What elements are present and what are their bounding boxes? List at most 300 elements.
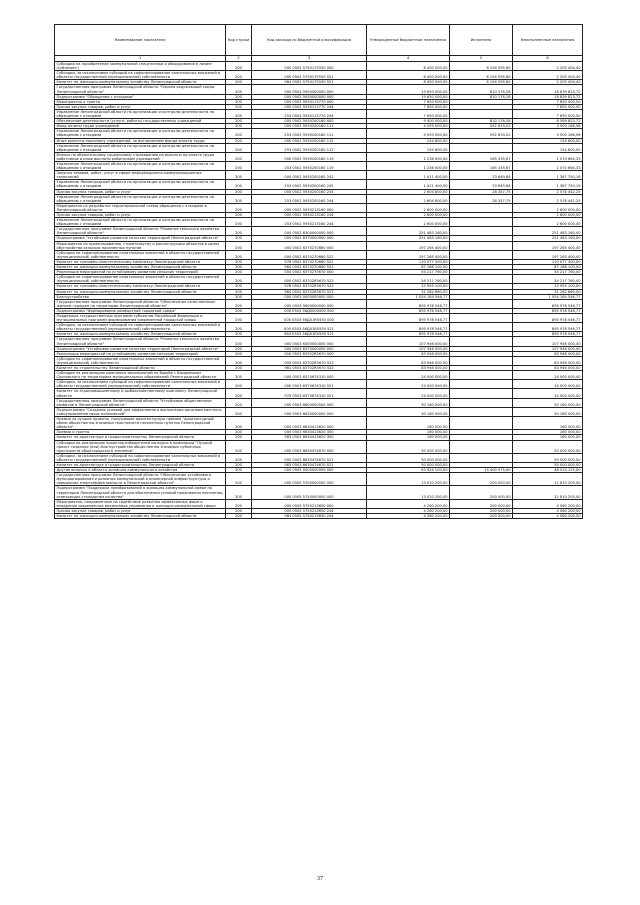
row-unexecuted: 1 054 184 546,77 bbox=[513, 294, 583, 299]
row-budget-code: 000 0503 56Д01R5550 521 bbox=[252, 323, 367, 332]
row-executed: 200 000,00 bbox=[450, 508, 513, 513]
row-approved: 7 650 000,00 bbox=[367, 104, 450, 109]
row-executed bbox=[450, 313, 513, 322]
row-unexecuted: 83 946 000,00 bbox=[513, 366, 583, 371]
row-line-code: 200 bbox=[226, 250, 252, 259]
row-unexecuted: 83 946 000,00 bbox=[513, 356, 583, 365]
row-executed bbox=[450, 440, 513, 453]
row-unexecuted: 4 060 200,00 bbox=[513, 508, 583, 513]
row-budget-code: 000 0505 5750213650 244 bbox=[252, 508, 367, 513]
row-executed: 200 000,00 bbox=[450, 473, 513, 486]
row-executed: 810 176,28 bbox=[450, 85, 513, 94]
row-approved: 2 604 800,00 bbox=[367, 189, 450, 194]
row-unexecuted: 2 576 442,25 bbox=[513, 194, 583, 203]
row-name: Комитет по жилищно-коммунальному хозяйству Ленинградской области bbox=[55, 332, 226, 337]
row-unexecuted: 50 000 000,00 bbox=[513, 440, 583, 453]
table-row bbox=[55, 250, 583, 259]
table-row bbox=[55, 218, 583, 227]
row-unexecuted: 22 955 100,00 bbox=[513, 284, 583, 289]
row-approved: 154 800,00 bbox=[367, 138, 450, 143]
row-line-code: 200 bbox=[226, 371, 252, 380]
row-unexecuted: 3 500 166,98 bbox=[513, 129, 583, 138]
row-approved: 110 077 300,00 bbox=[367, 259, 450, 264]
row-approved: 83 946 000,00 bbox=[367, 366, 450, 371]
row-budget-code: 253 0502 5930200160 242 bbox=[252, 180, 367, 189]
budget-expenditure-table bbox=[54, 24, 583, 519]
row-unexecuted: 107 946 000,00 bbox=[513, 346, 583, 351]
row-approved: 197 265 400,00 bbox=[367, 250, 450, 259]
row-line-code: 200 bbox=[226, 218, 252, 227]
row-line-code: 200 bbox=[226, 289, 252, 294]
row-executed: 165 335,67 bbox=[450, 161, 513, 170]
row-line-code: 200 bbox=[226, 346, 252, 351]
row-unexecuted: 54 217 760,00 bbox=[513, 270, 583, 275]
table-row bbox=[55, 71, 583, 80]
row-approved: 8 400 000,00 bbox=[367, 62, 450, 71]
row-unexecuted: 12 810 200,00 bbox=[513, 486, 583, 499]
row-approved: 4 093 000,00 bbox=[367, 124, 450, 129]
table-row bbox=[55, 453, 583, 462]
row-executed bbox=[450, 407, 513, 416]
row-unexecuted: 2 576 442,25 bbox=[513, 189, 583, 194]
row-unexecuted: 154 800,00 bbox=[513, 138, 583, 143]
row-name: Закупка товаров, работ, услуг в сфере информационно-коммуникационных технологий bbox=[55, 171, 226, 180]
row-line-code: 200 bbox=[226, 99, 252, 104]
row-budget-code: 000 0505 0000000000 000 bbox=[252, 468, 367, 473]
row-approved: 895 978 546,77 bbox=[367, 299, 450, 308]
row-approved: 1 236 000,00 bbox=[367, 161, 450, 170]
row-executed: 165 335,67 bbox=[450, 152, 513, 161]
row-approved: 895 978 546,77 bbox=[367, 308, 450, 313]
row-line-code: 200 bbox=[226, 241, 252, 250]
row-approved: 4 260 200,00 bbox=[367, 508, 450, 513]
row-budget-code: 983 0503 6630474670 521 bbox=[252, 462, 367, 467]
row-line-code: 200 bbox=[226, 389, 252, 398]
row-name: Государственная программа Ленинградской области "Обеспечение устойчивого функционирования и развития коммунальной и инженерной инфраструктуры и повышение энергоэффективности в Ленинградской области" bbox=[55, 473, 226, 486]
row-budget-code: 000 0502 5930200160 119 bbox=[252, 152, 367, 161]
row-budget-code: 000 0503 6630413620 000 bbox=[252, 417, 367, 430]
table-row bbox=[55, 85, 583, 94]
row-unexecuted: 895 978 546,77 bbox=[513, 313, 583, 322]
row-name: Иные выплаты персоналу учреждений, за исключением фонда оплаты труда bbox=[55, 138, 226, 143]
column-number: 6 bbox=[513, 56, 583, 62]
row-budget-code: 000 0503 6300000000 000 bbox=[252, 337, 367, 346]
row-budget-code: 000 0502 5750175550 521 bbox=[252, 71, 367, 80]
row-name: Взносы по обязательному социальному страхованию на выплаты по оплате труда работников и иные выплаты работникам учреждений bbox=[55, 152, 226, 161]
row-approved: 160 000,00 bbox=[367, 417, 450, 430]
row-approved: 1 054 184 546,77 bbox=[367, 294, 450, 299]
row-approved: 2 600 000,00 bbox=[367, 213, 450, 218]
row-approved: 895 978 546,77 bbox=[367, 313, 450, 322]
row-approved: 2 600 000,00 bbox=[367, 218, 450, 227]
row-unexecuted: 160 000,00 bbox=[513, 430, 583, 435]
row-executed: 28 357,75 bbox=[450, 194, 513, 203]
row-budget-code: 000 0503 5600000000 000 bbox=[252, 299, 367, 308]
row-budget-code: 984 0502 5750175550 521 bbox=[252, 80, 367, 85]
row-unexecuted: 50 160 000,00 bbox=[513, 407, 583, 416]
table-row bbox=[55, 241, 583, 250]
row-approved: 9 400 000,00 bbox=[367, 119, 450, 124]
row-budget-code: 000 0502 5930113770 244 bbox=[252, 104, 367, 109]
row-name: Комитет по жилищно-коммунальному хозяйству Ленинградской области bbox=[55, 289, 226, 294]
row-executed bbox=[450, 227, 513, 236]
row-unexecuted: 107 946 000,00 bbox=[513, 337, 583, 346]
row-approved: 4 093 000,00 bbox=[367, 129, 450, 138]
row-executed bbox=[450, 337, 513, 346]
row-name: Комитет по жилищно-коммунальному хозяйству Ленинградской области bbox=[55, 265, 226, 270]
row-name: Субсидии, за исключением субсидий на софинансирование капитальных вложений в объекты государственной (муниципальной) собственности bbox=[55, 380, 226, 389]
row-budget-code: 000 0503 6630413620 350 bbox=[252, 430, 367, 435]
row-line-code: 200 bbox=[226, 337, 252, 346]
row-name: Подпрограмма "Устойчивое развитие сельских территорий Ленинградской области" bbox=[55, 346, 226, 351]
row-name: Прочая закупка товаров, работ и услуг bbox=[55, 189, 226, 194]
row-line-code: 200 bbox=[226, 417, 252, 430]
table-row bbox=[55, 194, 583, 203]
row-unexecuted: 50 000 000,00 bbox=[513, 462, 583, 467]
row-name: Управление Ленинградской области по организации и контролю деятельности по обращению с отходами bbox=[55, 180, 226, 189]
row-name: Государственная программа Ленинградской области "Охрана окружающей среды Ленинградской области" bbox=[55, 85, 226, 94]
row-name: Управление Ленинградской области по организации и контролю деятельности по обращению с отходами bbox=[55, 161, 226, 170]
row-line-code: 200 bbox=[226, 152, 252, 161]
row-unexecuted: 2 205 404,40 bbox=[513, 80, 583, 85]
row-line-code: 200 bbox=[226, 294, 252, 299]
row-budget-code: 000 0502 6300000000 000 bbox=[252, 227, 367, 236]
table-row bbox=[55, 171, 583, 180]
row-budget-code: 984 0502 63702R5670 522 bbox=[252, 289, 367, 294]
row-budget-code: 000 0502 5930213160 244 bbox=[252, 213, 367, 218]
row-name: Комитет по архитектуре и градостроительству Ленинградской области bbox=[55, 435, 226, 440]
row-name: Реализация мероприятий по устойчивому развитию сельских территорий bbox=[55, 270, 226, 275]
row-unexecuted: 4 060 200,00 bbox=[513, 499, 583, 508]
row-budget-code: 000 0502 6370275670 000 bbox=[252, 270, 367, 275]
row-line-code: 200 bbox=[226, 143, 252, 152]
column-number: 1 bbox=[55, 56, 226, 62]
row-approved: 83 946 000,00 bbox=[367, 351, 450, 356]
row-budget-code: 000 0503 63702R5670 522 bbox=[252, 356, 367, 365]
row-approved: 50 160 000,00 bbox=[367, 407, 450, 416]
row-name: Управление Ленинградской области по организации и контролю деятельности по обращению с отходами bbox=[55, 143, 226, 152]
row-executed bbox=[450, 275, 513, 284]
row-name: Субсидии на софинансирование капитальных вложений в объекты государственной (муниципальной) собственности bbox=[55, 275, 226, 284]
row-executed bbox=[450, 371, 513, 380]
row-unexecuted: 251 483 160,00 bbox=[513, 227, 583, 236]
header-indicator-name: Наименование показателя bbox=[55, 25, 226, 56]
table-row bbox=[55, 499, 583, 508]
row-line-code: 200 bbox=[226, 356, 252, 365]
row-name: Субсидии на реализацию комплекса мероприятий по борьбе с борщевиком Сосновского на территориях муниципальных образований Ленинградской области bbox=[55, 371, 226, 380]
row-unexecuted: 197 265 400,00 bbox=[513, 241, 583, 250]
row-unexecuted: 1 070 664,33 bbox=[513, 161, 583, 170]
row-name: Комитет по агропромышленному и рыбохозяйственному комплексу Ленинградской области bbox=[55, 389, 226, 398]
row-approved: 7 650 000,00 bbox=[367, 109, 450, 118]
row-line-code: 200 bbox=[226, 468, 252, 473]
row-name: Подпрограмма "Создание условий для эффективного выполнения органами местного самоуправления своих полномочий" bbox=[55, 407, 226, 416]
row-approved: 87 188 100,00 bbox=[367, 265, 450, 270]
row-executed: 6 194 595,60 bbox=[450, 80, 513, 85]
row-unexecuted: 7 650 000,00 bbox=[513, 99, 583, 104]
row-budget-code: 000 0502 5930000000 000 bbox=[252, 94, 367, 99]
row-unexecuted: 2 600 000,00 bbox=[513, 218, 583, 227]
table-row bbox=[55, 473, 583, 486]
table-row bbox=[55, 129, 583, 138]
row-executed bbox=[450, 380, 513, 389]
row-unexecuted: 895 978 546,77 bbox=[513, 323, 583, 332]
row-approved: 63 924 100,00 bbox=[367, 468, 450, 473]
row-name: Комитет по топливно-энергетическому комплексу Ленинградской области bbox=[55, 284, 226, 289]
row-line-code: 200 bbox=[226, 284, 252, 289]
table-body bbox=[55, 62, 583, 519]
row-unexecuted: 251 483 160,00 bbox=[513, 236, 583, 241]
row-executed bbox=[450, 356, 513, 365]
row-budget-code: 000 0502 63702R5670 522 bbox=[252, 275, 367, 284]
header-unexecuted: Неисполненные назначения bbox=[513, 25, 583, 56]
row-line-code: 200 bbox=[226, 435, 252, 440]
row-unexecuted: 12 810 200,00 bbox=[513, 473, 583, 486]
row-budget-code: 984 0505 5750213650 244 bbox=[252, 514, 367, 519]
row-unexecuted: 197 265 400,00 bbox=[513, 250, 583, 259]
table-row bbox=[55, 468, 583, 473]
row-line-code: 200 bbox=[226, 398, 252, 407]
row-unexecuted: 50 000 000,00 bbox=[513, 453, 583, 462]
row-budget-code: 000 0502 5930200160 244 bbox=[252, 189, 367, 194]
row-name: Подпрограмма "Формирование комфортной городской среды" bbox=[55, 308, 226, 313]
row-budget-code: 000 0505 5750213650 000 bbox=[252, 499, 367, 508]
row-unexecuted: 1 387 750,16 bbox=[513, 171, 583, 180]
table-row bbox=[55, 203, 583, 212]
row-executed bbox=[450, 203, 513, 212]
row-approved: 50 000 000,00 bbox=[367, 440, 450, 453]
row-unexecuted: 160 000,00 bbox=[513, 417, 583, 430]
header-approved: Утвержденные бюджетные назначения bbox=[367, 25, 450, 56]
row-budget-code: 981 0503 63702R5670 522 bbox=[252, 366, 367, 371]
table-row bbox=[55, 180, 583, 189]
row-line-code: 200 bbox=[226, 109, 252, 118]
row-budget-code: 000 0503 56Д01R5550 000 bbox=[252, 313, 367, 322]
row-approved: 4 260 200,00 bbox=[367, 499, 450, 508]
row-executed bbox=[450, 389, 513, 398]
table-row bbox=[55, 143, 583, 152]
row-unexecuted: 7 650 000,00 bbox=[513, 104, 583, 109]
row-line-code: 200 bbox=[226, 62, 252, 71]
row-name: Подпрограмма "Поддержка преобразований в жилищно-коммунальной сфере на территории Ленинградской области для обеспечения условий проживания населения, отвечающих стандартам качества" bbox=[55, 486, 226, 499]
row-line-code: 200 bbox=[226, 124, 252, 129]
row-budget-code: 000 0503 63702R5670 000 bbox=[252, 351, 367, 356]
row-budget-code: 978 0502 6370270660 522 bbox=[252, 259, 367, 264]
report-page bbox=[54, 24, 582, 519]
table-row bbox=[55, 337, 583, 346]
row-unexecuted: 31 262 660,00 bbox=[513, 289, 583, 294]
row-budget-code: 000 0503 6630000000 000 bbox=[252, 407, 367, 416]
row-unexecuted: 24 000 000,00 bbox=[513, 380, 583, 389]
row-line-code: 200 bbox=[226, 366, 252, 371]
row-unexecuted: 48 523 125,00 bbox=[513, 468, 583, 473]
row-executed bbox=[450, 299, 513, 308]
row-approved: 251 483 160,00 bbox=[367, 227, 450, 236]
table-row bbox=[55, 514, 583, 519]
row-unexecuted: 7 650 000,00 bbox=[513, 109, 583, 118]
row-executed: 810 176,28 bbox=[450, 119, 513, 124]
row-name: Субсидии, за исключением субсидий на софинансирование капитальных вложений в объекты государственной (муниципальной) собственности bbox=[55, 453, 226, 462]
column-number: 3 bbox=[252, 56, 367, 62]
row-executed: 200 000,00 bbox=[450, 514, 513, 519]
row-name: Управление Ленинградской области по организации и контролю деятельности по обращению с отходами bbox=[55, 194, 226, 203]
row-budget-code: 000 0502 5930200160 111 bbox=[252, 124, 367, 129]
row-approved: 154 800,00 bbox=[367, 143, 450, 152]
row-unexecuted: 110 077 300,00 bbox=[513, 259, 583, 264]
row-approved: 24 000 000,00 bbox=[367, 389, 450, 398]
row-budget-code: 000 0502 5930213160 000 bbox=[252, 203, 367, 212]
row-line-code: 200 bbox=[226, 462, 252, 467]
row-budget-code: 000 0505 5700000000 000 bbox=[252, 473, 367, 486]
row-executed: 15 400 975,00 bbox=[450, 468, 513, 473]
row-executed: 6 194 595,60 bbox=[450, 62, 513, 71]
row-approved: 160 000,00 bbox=[367, 435, 450, 440]
row-line-code: 200 bbox=[226, 189, 252, 194]
row-line-code: 200 bbox=[226, 407, 252, 416]
row-budget-code: 000 0502 5930200160 000 bbox=[252, 119, 367, 124]
row-unexecuted: 8 589 823,72 bbox=[513, 119, 583, 124]
row-line-code: 200 bbox=[226, 259, 252, 264]
row-unexecuted: 895 978 546,77 bbox=[513, 308, 583, 313]
row-approved: 8 400 000,00 bbox=[367, 71, 450, 80]
row-approved: 895 978 546,77 bbox=[367, 332, 450, 337]
row-name: Прочая закупка товаров, работ и услуг bbox=[55, 104, 226, 109]
row-budget-code: 253 0502 5930200160 244 bbox=[252, 194, 367, 203]
table-row bbox=[55, 389, 583, 398]
row-line-code: 200 bbox=[226, 80, 252, 85]
table-row bbox=[55, 275, 583, 284]
row-name: Государственная программа Ленинградской области "Развитие сельского хозяйства Ленинградской области" bbox=[55, 227, 226, 236]
table-row bbox=[55, 313, 583, 322]
row-budget-code: 000 0502 5930113770 000 bbox=[252, 99, 367, 104]
row-budget-code: 253 0502 5930200160 112 bbox=[252, 143, 367, 152]
row-line-code: 200 bbox=[226, 430, 252, 435]
row-approved: 31 262 660,00 bbox=[367, 289, 450, 294]
row-unexecuted: 160 000,00 bbox=[513, 435, 583, 440]
row-budget-code: 975 0503 6370674310 521 bbox=[252, 389, 367, 398]
row-line-code: 200 bbox=[226, 71, 252, 80]
row-unexecuted: 2 600 000,00 bbox=[513, 213, 583, 218]
column-number: 5 bbox=[450, 56, 513, 62]
row-line-code: 200 bbox=[226, 514, 252, 519]
header-executed: Исполнено bbox=[450, 25, 513, 56]
row-name: Мероприятия, направленные на содействие развитию эффективных форм и внедрение современных механизмов управления в жилищно-коммунальной сфере bbox=[55, 499, 226, 508]
table-row bbox=[55, 371, 583, 380]
row-line-code: 200 bbox=[226, 323, 252, 332]
row-approved: 83 946 000,00 bbox=[367, 356, 450, 365]
row-name: Мероприятия по проектированию, строительству и реконструкции объектов в целях обустройства сельских населенных пунктов bbox=[55, 241, 226, 250]
row-approved: 54 217 760,00 bbox=[367, 270, 450, 275]
table-header-row bbox=[55, 25, 583, 56]
table-row bbox=[55, 380, 583, 389]
row-executed: 592 833,02 bbox=[450, 124, 513, 129]
row-approved: 24 000 000,00 bbox=[367, 380, 450, 389]
row-name: Государственная программа Ленинградской области "Устойчивое общественное развитие в Ленинградской области" bbox=[55, 398, 226, 407]
row-unexecuted: 24 000 000,00 bbox=[513, 389, 583, 398]
row-budget-code: 000 0502 6370000000 000 bbox=[252, 236, 367, 241]
row-name: Субсидии на софинансирование капитальных вложений в объекты государственной (муниципальной) собственности bbox=[55, 356, 226, 365]
row-executed bbox=[450, 323, 513, 332]
row-name: Комитет по жилищно-коммунальному хозяйству Ленинградской области bbox=[55, 514, 226, 519]
row-executed bbox=[450, 250, 513, 259]
row-approved: 251 483 160,00 bbox=[367, 236, 450, 241]
row-line-code: 200 bbox=[226, 85, 252, 94]
row-unexecuted: 50 160 000,00 bbox=[513, 398, 583, 407]
row-budget-code: 000 0503 6600000000 000 bbox=[252, 398, 367, 407]
row-unexecuted: 895 978 546,77 bbox=[513, 299, 583, 308]
row-line-code: 200 bbox=[226, 308, 252, 313]
row-budget-code: 000 0502 5900000000 000 bbox=[252, 85, 367, 94]
row-executed bbox=[450, 398, 513, 407]
row-budget-code: 000 0503 6370000000 000 bbox=[252, 346, 367, 351]
table-row bbox=[55, 440, 583, 453]
row-line-code: 200 bbox=[226, 138, 252, 143]
row-executed bbox=[450, 241, 513, 250]
row-name: Субсидии на приобретение коммунальной спецтехники и оборудования в лизинг (сублизинг) bbox=[55, 62, 226, 71]
row-budget-code: 000 0503 0000000000 000 bbox=[252, 294, 367, 299]
column-number: 4 bbox=[367, 56, 450, 62]
row-executed: 23 649,84 bbox=[450, 180, 513, 189]
row-budget-code: 984 0502 6370270660 522 bbox=[252, 265, 367, 270]
row-unexecuted: 1 387 750,16 bbox=[513, 180, 583, 189]
row-name: Поддержка государственных программ субъектов Российской Федерации и муниципальных программ формирования современной городской среды bbox=[55, 313, 226, 322]
row-approved: 13 010 200,00 bbox=[367, 486, 450, 499]
row-executed: 810 176,28 bbox=[450, 94, 513, 99]
row-approved: 22 955 100,00 bbox=[367, 284, 450, 289]
row-approved: 197 265 400,00 bbox=[367, 241, 450, 250]
row-budget-code: 983 0503 6630413620 350 bbox=[252, 435, 367, 440]
row-executed bbox=[450, 109, 513, 118]
row-approved: 107 946 000,00 bbox=[367, 337, 450, 346]
row-unexecuted: 18 839 823,72 bbox=[513, 85, 583, 94]
row-unexecuted: 4 060 200,00 bbox=[513, 514, 583, 519]
row-name: Субсидии, за исключением субсидий на софинансирование капитальных вложений в объекты государственной (муниципальной) собственности bbox=[55, 71, 226, 80]
row-unexecuted: 54 217 760,00 bbox=[513, 275, 583, 284]
row-name: Субсидии на софинансирование капитальных вложений в объекты государственной (муниципальной) собственности bbox=[55, 250, 226, 259]
row-name: Подпрограмма "Обращение с отходами" bbox=[55, 94, 226, 99]
row-unexecuted: 3 500 166,98 bbox=[513, 124, 583, 129]
row-budget-code: 000 0503 6370674310 521 bbox=[252, 380, 367, 389]
row-line-code: 200 bbox=[226, 299, 252, 308]
row-budget-code: 000 0502 6370270660 000 bbox=[252, 241, 367, 250]
row-executed bbox=[450, 417, 513, 430]
row-line-code: 200 bbox=[226, 275, 252, 284]
row-name: Прочая закупка товаров, работ и услуг bbox=[55, 508, 226, 513]
row-budget-code: 978 0502 63702R5670 522 bbox=[252, 284, 367, 289]
row-unexecuted: 24 000 000,00 bbox=[513, 371, 583, 380]
row-name: Прочая закупка товаров, работ и услуг bbox=[55, 213, 226, 218]
row-line-code: 200 bbox=[226, 236, 252, 241]
row-unexecuted: 83 946 000,00 bbox=[513, 351, 583, 356]
table-row bbox=[55, 356, 583, 365]
row-approved: 4 260 200,00 bbox=[367, 514, 450, 519]
page-number: 37 bbox=[317, 876, 323, 882]
row-unexecuted: 154 800,00 bbox=[513, 143, 583, 152]
row-name: Комитет по строительству Ленинградской области bbox=[55, 366, 226, 371]
row-executed: 200 000,00 bbox=[450, 499, 513, 508]
row-executed: 592 833,02 bbox=[450, 129, 513, 138]
row-executed: 28 357,75 bbox=[450, 189, 513, 194]
row-name: Управление Ленинградской области по организации и контролю деятельности по обращению с отходами bbox=[55, 129, 226, 138]
row-name: Государственная программа Ленинградской области "Обеспечение качественным жильем граждан на территории Ленинградской области" bbox=[55, 299, 226, 308]
row-approved: 1 411 400,00 bbox=[367, 171, 450, 180]
header-budget-code: Код расхода по бюджетной классификации bbox=[252, 25, 367, 56]
row-name: Другие вопросы в области жилищно-коммунального хозяйства bbox=[55, 468, 226, 473]
table-row bbox=[55, 299, 583, 308]
row-name: Комитет по топливно-энергетическому комплексу Ленинградской области bbox=[55, 259, 226, 264]
row-line-code: 200 bbox=[226, 270, 252, 275]
row-approved: 19 650 000,00 bbox=[367, 85, 450, 94]
